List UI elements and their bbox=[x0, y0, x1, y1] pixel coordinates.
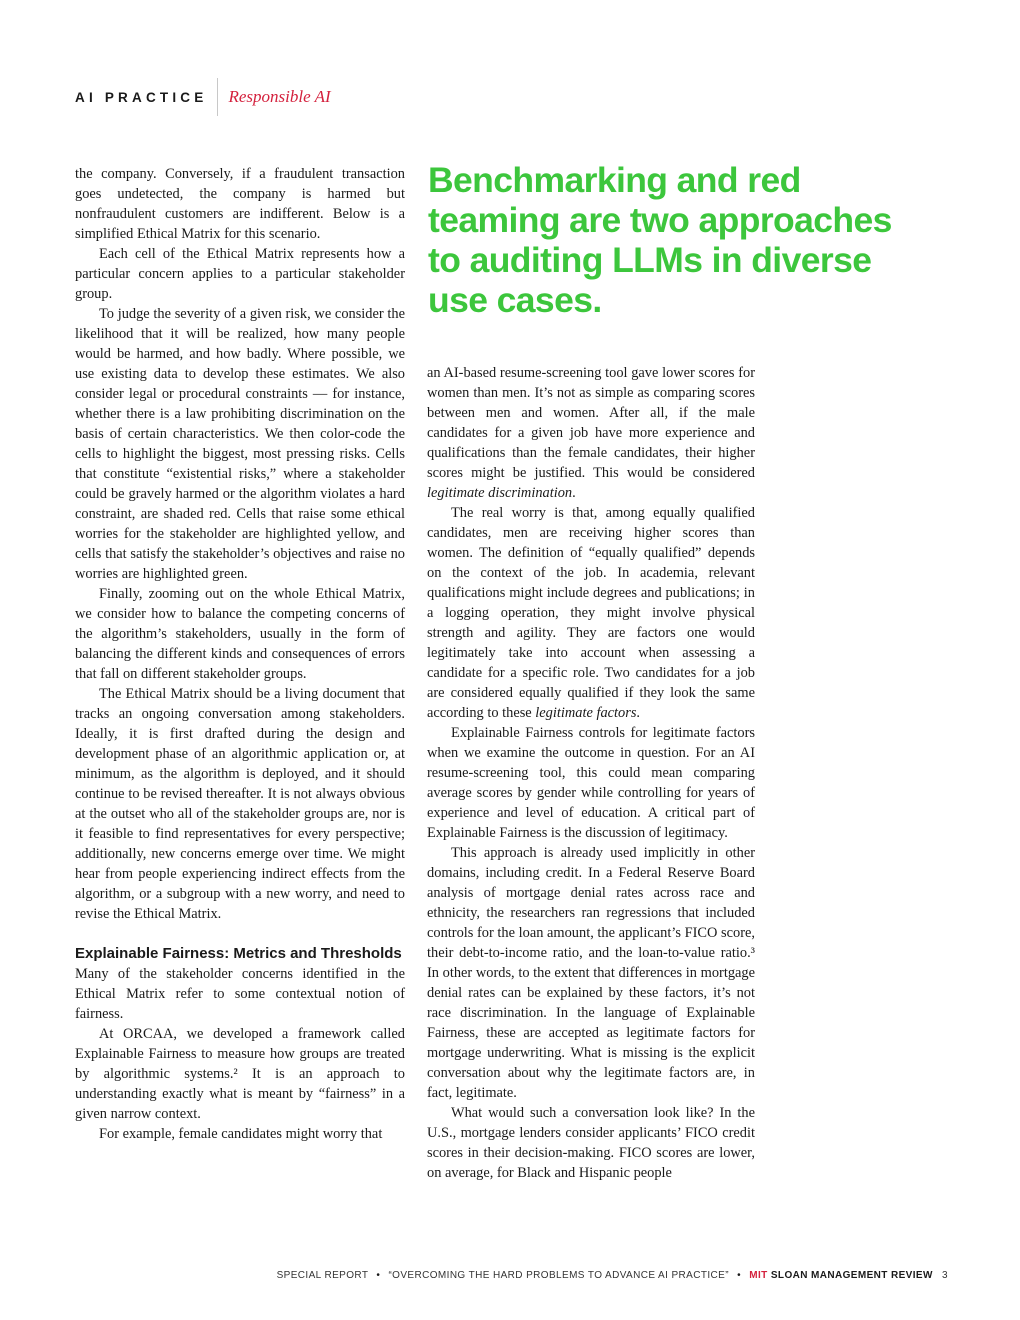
paragraph: The Ethical Matrix should be a living document that tracks an ongoing conversation among stakeholders. Ideally, it is first drafted during the design and development phase of an algorithmic application or, at minimum, as the algorithm is deployed, and it should continue to be revised thereafter. It is not always obvious at the outset who all of the stakeholder groups are, nor is it feasible to find representatives for every perspective; additionally, new concerns emerge over time. We might hear from people experiencing indirect effects from the algorithm, or a subgroup with a new worry, and need to revise the Ethical Matrix. bbox=[75, 686, 405, 922]
paragraph: To judge the severity of a given risk, we consider the likelihood that it will be realized, how many people would be harmed, and how badly. Where possible, we use existing data to develop these estimates. We also consider legal or procedural constraints — for instance, whether there is a law prohibiting discrimination on the basis of certain characteristics. We then color-code the cells to highlight the biggest, most pressing risks. Cells that constitute “existential risks,” where a stakeholder could be gravely harmed or the algorithm violates a hard constraint, are shaded red. Cells that raise some ethical worries for the stakeholder are highlighted yellow, and cells that satisfy the stakeholder’s objectives and raise no worries are highlighted green. bbox=[75, 306, 405, 582]
page-number: 3 bbox=[942, 1270, 948, 1281]
footer-publication: SLOAN MANAGEMENT REVIEW bbox=[770, 1270, 933, 1281]
footer-report-title: “OVERCOMING THE HARD PROBLEMS TO ADVANCE AI PRACTICE” bbox=[388, 1270, 729, 1281]
left-column bbox=[75, 164, 405, 1144]
pull-quote: Benchmarking and red teaming are two approaches to auditing LLMs in diverse use cases. bbox=[428, 160, 892, 320]
paragraph: an AI-based resume-screening tool gave lower scores for women than men. It’s not as simple as comparing scores between men and women. After all, if the male candidates for a given job have more experience and qualifications than the female candidates, their higher scores might be justified. This would be considered legitimate discrimination. bbox=[427, 365, 755, 501]
paragraph: Finally, zooming out on the whole Ethical Matrix, we consider how to balance the competing concerns of the algorithm’s stakeholders, usually in the form of balancing the different kinds and consequences of errors that fall on different stakeholder groups. bbox=[75, 586, 405, 682]
footer-bullet: • bbox=[737, 1270, 742, 1281]
header-divider bbox=[217, 78, 218, 116]
footer-bullet: • bbox=[376, 1270, 381, 1281]
paragraph: the company. Conversely, if a fraudulent transaction goes undetected, the company is harmed but nonfraudulent customers are indifferent. Below is a simplified Ethical Matrix for this scenario. bbox=[75, 166, 405, 242]
footer-report-label: SPECIAL REPORT bbox=[276, 1270, 369, 1281]
paragraph: This approach is already used implicitly in other domains, including credit. In a Federal Reserve Board analysis of mortgage denial rates across race and ethnicity, the researchers ran regressions that included controls for the loan amount, the applicant’s FICO score, their debt-to-income ratio, and the loan-to-value ratio.³ In other words, to the extent that differences in mortgage denial rates can be explained by these factors, it’s not race discrimination. In the language of Explainable Fairness, these are accepted as legitimate factors for mortgage underwriting. What is missing is the explicit conversation about why the legitimate factors are, in fact, legitimate. bbox=[427, 845, 755, 1101]
paragraph: Each cell of the Ethical Matrix represents how a particular concern applies to a particular stakeholder group. bbox=[75, 246, 405, 302]
page-footer bbox=[277, 1270, 948, 1281]
section-subtitle: Responsible AI bbox=[228, 87, 331, 106]
section-label: AI PRACTICE bbox=[75, 89, 208, 105]
section-header bbox=[75, 78, 331, 116]
paragraph: The real worry is that, among equally qualified candidates, men are receiving higher scores than women. The definition of “equally qualified” depends on the context of the job. In academia, relevant qualifications might include degrees and publications; in a logging operation, they might involve physical strength and agility. They are factors one would legitimately take into account when assessing a candidate for a specific role. Two candidates for a job are considered equally qualified if they look the same according to these legitimate factors. bbox=[427, 505, 755, 721]
section-heading: Explainable Fairness: Metrics and Thresholds bbox=[75, 945, 402, 962]
emphasis: legitimate factors bbox=[535, 705, 637, 721]
right-column bbox=[427, 363, 755, 1183]
emphasis: legitimate discrimination bbox=[427, 485, 573, 501]
paragraph: At ORCAA, we developed a framework called Explainable Fairness to measure how groups are treated by algorithmic systems.² It is an approach to understanding exactly what is meant by “fairness” in a given narrow context. bbox=[75, 1026, 405, 1122]
paragraph: For example, female candidates might worry that bbox=[99, 1126, 383, 1142]
footer-mit-logo: MIT bbox=[749, 1270, 768, 1281]
paragraph: What would such a conversation look like? In the U.S., mortgage lenders consider applicants’ FICO credit scores in their decision-making. FICO scores are lower, on average, for Black and Hispanic people bbox=[427, 1105, 755, 1181]
paragraph: Explainable Fairness controls for legitimate factors when we examine the outcome in question. For an AI resume-screening tool, this could mean comparing average scores by gender while controlling for years of experience and level of education. A critical part of Explainable Fairness is the discussion of legitimacy. bbox=[427, 725, 755, 841]
paragraph: Many of the stakeholder concerns identified in the Ethical Matrix refer to some contextual notion of fairness. bbox=[75, 966, 405, 1022]
